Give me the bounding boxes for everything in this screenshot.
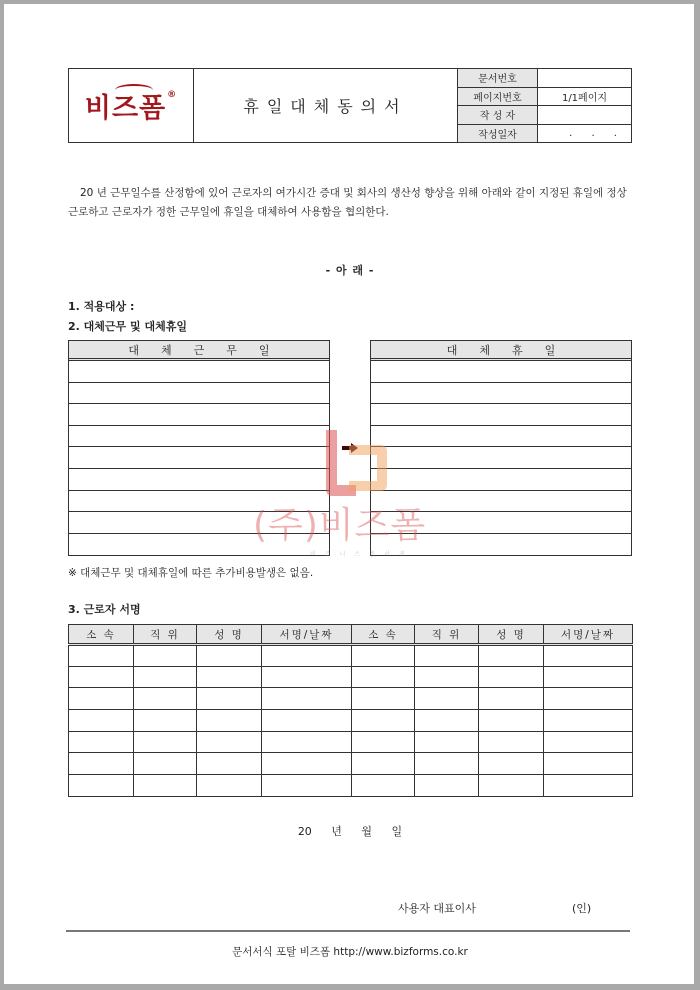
right-arrow-icon (342, 443, 358, 453)
logo-cell (69, 69, 194, 142)
section-substitution: 2. 대체근무 및 대체휴일 (68, 320, 187, 333)
cell[interactable] (262, 775, 352, 797)
col-signature-date: 서명/날짜 (544, 625, 633, 645)
table-row[interactable] (371, 426, 631, 448)
table-row[interactable] (69, 469, 329, 491)
work-day-header: 대체근무일 (69, 341, 329, 361)
col-affiliation: 소 속 (352, 625, 415, 645)
meta-row-page-number (458, 88, 631, 107)
cell[interactable] (352, 753, 415, 775)
logo-arc-icon (115, 84, 153, 96)
cell[interactable] (69, 710, 134, 732)
table-row (69, 753, 633, 775)
meta-label: 작 성 자 (458, 106, 538, 124)
col-affiliation: 소 속 (69, 625, 134, 645)
table-row (69, 731, 633, 753)
cell[interactable] (415, 710, 479, 732)
seal-mark: (인) (572, 902, 592, 915)
cell[interactable] (69, 688, 134, 710)
meta-label: 작성일자 (458, 125, 538, 143)
cell[interactable] (134, 666, 197, 688)
cell[interactable] (134, 775, 197, 797)
cell[interactable] (69, 666, 134, 688)
table-row[interactable] (371, 361, 631, 383)
table-row (69, 688, 633, 710)
footer-text: 문서서식 포탈 비즈폼 http://www.bizforms.co.kr (232, 946, 468, 958)
cell[interactable] (262, 710, 352, 732)
cell[interactable] (262, 688, 352, 710)
employer-signer: 사용자 대표이사 (398, 902, 476, 915)
cost-note: ※ 대체근무 및 대체휴일에 따른 추가비용발생은 없음. (68, 567, 314, 579)
cell[interactable] (479, 645, 544, 667)
cell[interactable] (134, 731, 197, 753)
section-heading-below: - 아 래 - (325, 264, 375, 277)
col-signature-date: 서명/날짜 (262, 625, 352, 645)
cell[interactable] (544, 731, 633, 753)
col-position: 직 위 (415, 625, 479, 645)
cell[interactable] (479, 775, 544, 797)
cell[interactable] (544, 688, 633, 710)
table-row (69, 645, 633, 667)
cell[interactable] (134, 645, 197, 667)
cell[interactable] (544, 666, 633, 688)
cell[interactable] (69, 731, 134, 753)
table-row[interactable] (69, 491, 329, 513)
table-row[interactable] (69, 512, 329, 534)
cell[interactable] (197, 710, 262, 732)
table-row[interactable] (69, 534, 329, 556)
cell[interactable] (352, 688, 415, 710)
cell[interactable] (69, 775, 134, 797)
table-row[interactable] (69, 426, 329, 448)
watermark-text: (주)비즈폼 (253, 505, 427, 546)
cell[interactable] (544, 645, 633, 667)
table-row[interactable] (69, 447, 329, 469)
cell[interactable] (415, 645, 479, 667)
table-row[interactable] (69, 404, 329, 426)
cell[interactable] (415, 775, 479, 797)
cell[interactable] (262, 645, 352, 667)
table-row (69, 775, 633, 797)
cell[interactable] (544, 775, 633, 797)
cell[interactable] (479, 666, 544, 688)
holiday-header: 대체휴일 (371, 341, 631, 361)
section-signature: 3. 근로자 서명 (68, 603, 141, 616)
cell[interactable] (415, 731, 479, 753)
meta-row-doc-number (458, 69, 631, 88)
meta-table (458, 69, 631, 142)
signature-table (68, 624, 633, 797)
table-row[interactable] (371, 447, 631, 469)
cell[interactable] (262, 666, 352, 688)
date-field[interactable]: . . . (569, 127, 625, 139)
section-target: 1. 적용대상 : (68, 300, 135, 313)
cell[interactable] (134, 753, 197, 775)
cell[interactable] (352, 666, 415, 688)
bizforms-logo: 비즈폼® (85, 86, 177, 125)
work-day-table (68, 340, 330, 556)
cell[interactable] (197, 666, 262, 688)
cell[interactable] (197, 753, 262, 775)
cell[interactable] (479, 753, 544, 775)
cell[interactable] (262, 731, 352, 753)
meta-row-author (458, 106, 631, 125)
col-name: 성 명 (479, 625, 544, 645)
doc-number-field[interactable] (538, 69, 631, 87)
cell[interactable] (479, 731, 544, 753)
col-position: 직 위 (134, 625, 197, 645)
holiday-table (370, 340, 632, 556)
cell[interactable] (415, 666, 479, 688)
cell[interactable] (197, 775, 262, 797)
document-header (68, 68, 632, 143)
cell[interactable] (69, 753, 134, 775)
table-row[interactable] (371, 512, 631, 534)
cell[interactable] (134, 710, 197, 732)
cell[interactable] (197, 731, 262, 753)
cell[interactable] (544, 710, 633, 732)
meta-label: 페이지번호 (458, 88, 538, 106)
page-number-field: 1/1페이지 (561, 92, 608, 104)
registered-mark: ® (167, 90, 178, 100)
watermark-subtext: 비즈니스폼서게 (310, 551, 414, 558)
meta-label: 문서번호 (458, 69, 538, 87)
cell[interactable] (544, 753, 633, 775)
cell[interactable] (352, 775, 415, 797)
cell[interactable] (352, 710, 415, 732)
cell[interactable] (197, 645, 262, 667)
table-row (69, 666, 633, 688)
col-name: 성 명 (197, 625, 262, 645)
table-row[interactable] (371, 491, 631, 513)
signature-header-row (69, 625, 633, 645)
cell[interactable] (352, 645, 415, 667)
document-title: 휴일대체동의서 (194, 69, 458, 142)
cell[interactable] (415, 688, 479, 710)
table-row[interactable] (371, 469, 631, 491)
table-row[interactable] (371, 383, 631, 405)
cell[interactable] (352, 731, 415, 753)
table-row (69, 710, 633, 732)
author-field[interactable] (538, 106, 631, 124)
cell[interactable] (69, 645, 134, 667)
date-line: 20 년 월 일 (297, 825, 403, 838)
cell[interactable] (415, 753, 479, 775)
cell[interactable] (262, 753, 352, 775)
cell[interactable] (197, 688, 262, 710)
table-row[interactable] (371, 534, 631, 556)
intro-paragraph: 20 년 근무일수를 산정함에 있어 근로자의 여가시간 증대 및 회사의 생산성 향상을 위해 아래와 같이 지정된 휴일에 정상근로하고 근로자가 정한 근무일에 휴일을 대체하여 사용함을 협의한다. (68, 187, 627, 218)
footer-divider (66, 930, 630, 932)
table-row[interactable] (69, 361, 329, 383)
table-row[interactable] (69, 383, 329, 405)
cell[interactable] (134, 688, 197, 710)
meta-row-date (458, 125, 631, 143)
cell[interactable] (479, 688, 544, 710)
table-row[interactable] (371, 404, 631, 426)
cell[interactable] (479, 710, 544, 732)
